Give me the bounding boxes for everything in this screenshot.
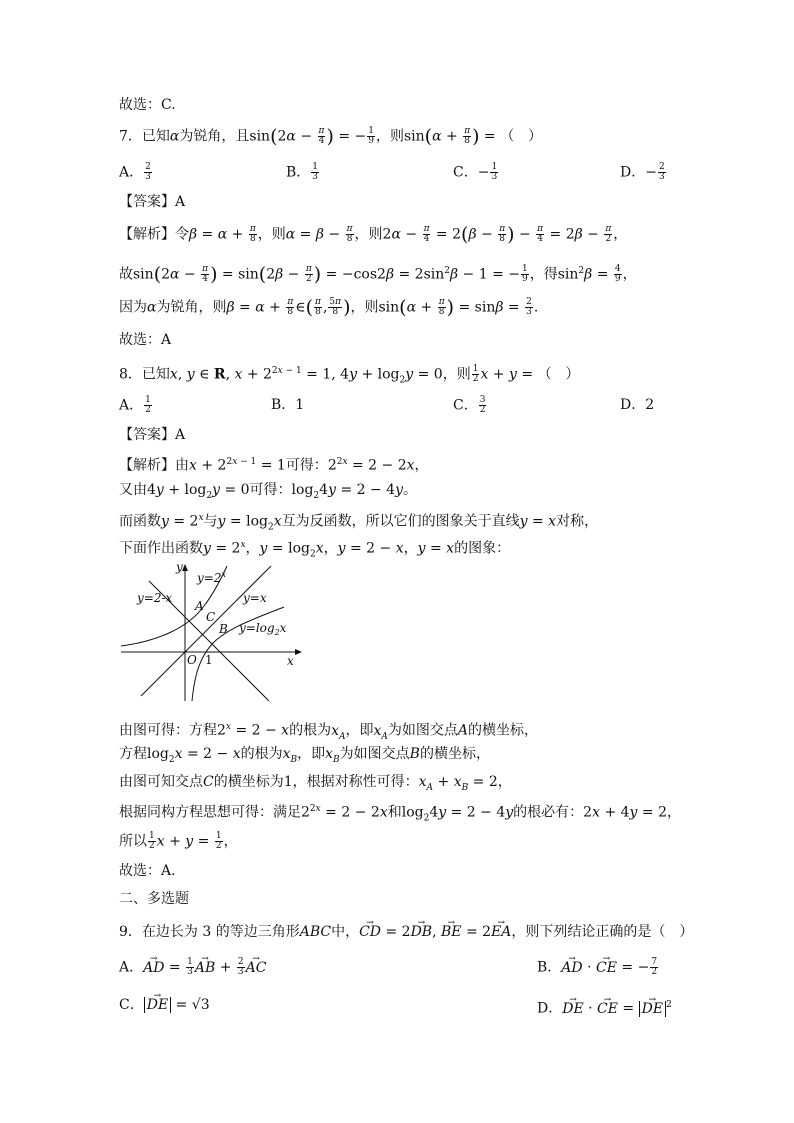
point-c-label: C: [206, 610, 216, 624]
origin-label: O: [187, 653, 197, 667]
q7-text-b: ，则: [375, 128, 404, 145]
q8-analysis-8: 根据同构方程思想可得：满足$2^{2x} = 2 - 2x$和$\log_24y = 2 - 4y$的根必有：2x + 4y = 2，: [119, 804, 682, 824]
question-7: 7．已知α为锐角，且sin(2α − $\frac{\pi}{4}$ ) = − $\frac{1}{9}$ ，则sin(α + $\frac{\pi}{8}$ ) = （ ）: [119, 125, 543, 148]
q8-option-a: A． $\frac{1}{2}$: [119, 395, 151, 415]
q7-analysis-3: 因为α为锐角，则β = α + $\frac{\pi}{8}$ ∈( $\frac{\pi}{8}$ , $\frac{5\pi}{8}$ )，则sin(α + $\frac{\pi}{8}$ ) = sinβ = $\frac{2}{3}$ .: [119, 296, 539, 319]
q7-option-a: A． $\frac{2}{3}$: [119, 162, 151, 182]
question-8: 8．已知x, y ∈ R, $x + 2^{2x - 1} = 1$, $4y + \log_2y = 0$，则 $\frac{1}{2}$ x + y = （ ）: [119, 364, 580, 386]
y-axis-label: y: [176, 561, 183, 574]
q7-option-d: D．− $\frac{2}{3}$: [620, 162, 665, 182]
q9-option-c: C．→ DE = √3: [119, 996, 210, 1014]
function-graph: [119, 561, 304, 706]
label-y-2-minus-x: y=2-x: [137, 591, 173, 605]
q7-option-c: C．− $\frac{1}{3}$: [453, 162, 498, 182]
q8-answer: 【答案】A: [119, 427, 186, 443]
x-axis-arrow: [295, 649, 302, 655]
q7-answer: 【答案】A: [119, 194, 186, 210]
q8-analysis-7: 由图可知交点C的横坐标为1，根据对称性可得：$x_A + x_B = 2$，: [119, 774, 512, 793]
point-b-label: B: [219, 622, 228, 636]
question-9: 9．在边长为 3 的等边三角形ABC中，→ CD = 2→ DB, → BE = 2→ EA，则下列结论正确的是（ ）: [119, 923, 693, 941]
q9-option-a: A．→ AD = $\frac{1}{3}$ → AB + $\frac{2}{3}$ → AC: [119, 958, 266, 977]
tick-1-label: 1: [205, 653, 213, 667]
q8-option-c: C． $\frac{3}{2}$: [453, 395, 486, 415]
q7-analysis-1: 【解析】令β = α + $\frac{\pi}{8}$ ，则α = β − $\frac{\pi}{8}$ ，则2α − $\frac{\pi}{4}$ = 2(β − $\frac{\pi}{8}$ ) − $\frac{\pi}{4}$ = 2β − $\frac{\pi}{2}$ ，: [119, 223, 628, 246]
y-axis-arrow: [182, 564, 188, 571]
x-axis-label: x: [287, 654, 294, 668]
q8-analysis-3: 而函数$y = 2^x$与$y = \log_2x$互为反函数，所以它们的图象关于直线y = x对称，: [119, 513, 599, 533]
q8-analysis-4: 下面作出函数$y = 2^x$，$y = \log_2x$，y = 2 − x，y = x的图象：: [119, 540, 511, 560]
q7-selection: 故选：A: [119, 332, 172, 348]
q7-prefix: 7．已知: [119, 128, 170, 145]
q9-option-d: D．→ DE · → CE = → DE $^2$: [537, 996, 672, 1018]
label-y-2x: $y=2^x$: [197, 570, 226, 585]
section-multiple-choice: 二、多选题: [119, 891, 189, 907]
point-a-label: A: [195, 599, 204, 613]
q9-option-b: B．→ AD · → CE = − $\frac{7}{2}$: [537, 958, 659, 977]
q8-analysis-9: 所以 $\frac{1}{2}$ x + y = $\frac{1}{2}$ ，: [119, 831, 238, 851]
q7-paren: （ ）: [500, 128, 543, 145]
q8-option-b: B．1: [271, 397, 305, 413]
q8-analysis-2: 又由$4y + \log_2y = 0$可得：$\log_24y = 2 - 4y$。: [119, 482, 417, 501]
q8-analysis-5: 由图可得：方程$2^x = 2 - x$的根为$x_A$，即$x_A$为如图交点A的横坐标，: [119, 722, 539, 742]
q7-analysis-2: 故sin(2α − $\frac{\pi}{4}$ ) = sin(2β − $\frac{\pi}{2}$ ) = $-\cos 2\beta = 2\sin^2\beta - 1$ = − $\frac{1}{9}$ ，得$\sin^2\beta$ = $\frac{4}{9}$ ，: [119, 263, 637, 286]
prev-answer-selection: 故选：C.: [119, 97, 176, 113]
q8-selection: 故选：A.: [119, 863, 176, 879]
q7-text-a: 为锐角，且: [179, 128, 250, 145]
label-y-x: y=x: [243, 591, 267, 605]
q7-option-b: B． $\frac{1}{3}$: [286, 162, 319, 182]
q8-analysis-6: 方程$\log_2x = 2 - x$的根为$x_B$，即$x_B$为如图交点B的横坐标，: [119, 746, 490, 765]
q8-option-d: D．2: [620, 397, 655, 413]
q8-analysis-1: 【解析】由$x + 2^{2x - 1} = 1$可得：$2^{2x} = 2 - 2x$，: [119, 457, 429, 474]
label-y-log2x: $y=\log_2x$: [239, 621, 287, 637]
